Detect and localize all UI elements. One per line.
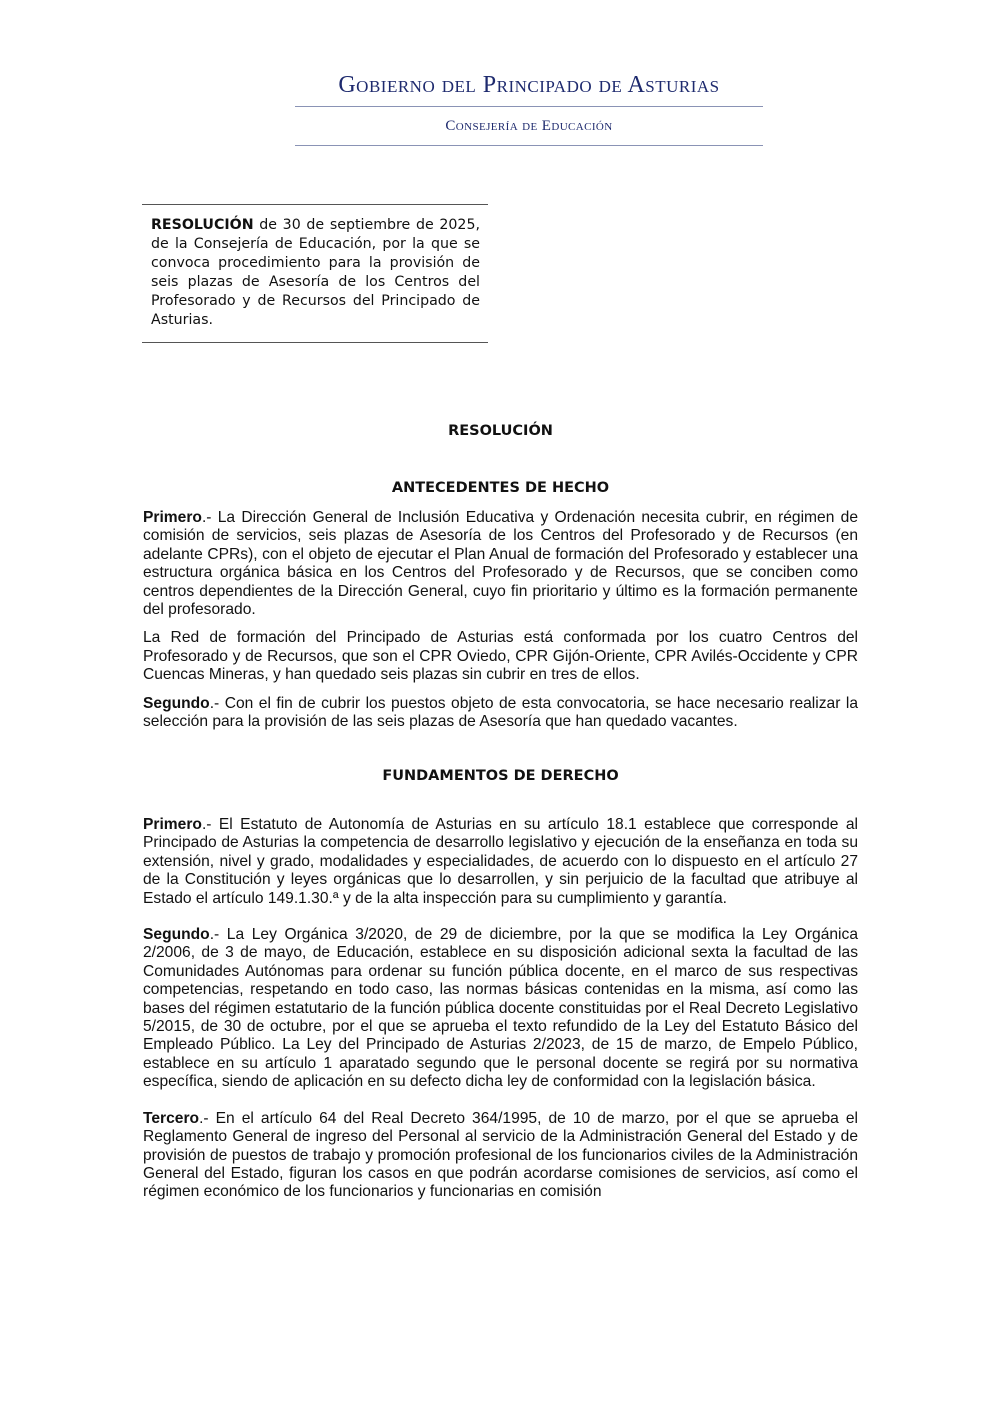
antecedente-primero [143,509,858,619]
paragraph-text: .- En el artículo 64 del Real Decreto 364/1995, de 10 de marzo, por el que se aprueba el Reglamento General de ingreso del Personal al servicio de la Administración General del Estado y de provisión de puestos de trabajo y promoción profesional de los funcionarios civiles de la Administración General del Estado, figuran los casos en que podrán acordarse comisiones de servicios, así como el régimen económico de los funcionarios y funcionarias en comisión [143,1109,858,1201]
antecedente-segundo [143,695,858,732]
paragraph-label: Primero [143,509,202,526]
fundamento-primero [143,816,858,908]
paragraph-text: .- El Estatuto de Autonomía de Asturias en su artículo 18.1 establece que corresponde al Principado de Asturias la competencia de desarrollo legislativo y ejecución de la enseñanza en toda su extensión, nivel y grado, modalidades y especialidades, de acuerdo con lo dispuesto en el artículo 27 de la Constitución y leyes orgánicas que lo desarrollen, y sin perjuicio de la facultad que atribuye al Estado el artículo 149.1.30.ª y de la alta inspección para su cumplimiento y garantía. [143,816,858,907]
antecedente-red: La Red de formación del Principado de Asturias está conformada por los cuatro Centros del Profesorado y de Recursos, que son el CPR Oviedo, CPR Gijón-Oriente, CPR Avilés-Occidente y CPR Cuencas Mineras, y han quedado seis plazas sin cubrir en tres de ellos. [143,629,858,684]
paragraph-label: Segundo [143,926,210,944]
summary-text: de 30 de septiembre de 2025, de la Consejería de Educación, por la que se convoca procedimiento para la provisión de seis plazas de Asesoría de los Centros del Profesorado y de Recursos del Principado de Asturias. [151,217,480,328]
paragraph-label: Segundo [143,694,210,712]
antecedentes-section [143,509,858,731]
heading-antecedentes: ANTECEDENTES DE HECHO [391,480,610,496]
government-title: Gobierno del Principado de Asturias [338,72,720,98]
heading-resolucion: RESOLUCIÓN [448,423,553,439]
department-name: Consejería de Educación [445,118,613,134]
paragraph-text: .- Con el fin de cubrir los puestos objeto de esta convocatoria, se hace necesario realizar la selección para la provisión de las seis plazas de Asesoría que han quedado vacantes. [143,694,858,731]
fundamento-tercero [143,1110,858,1202]
letterhead-divider [295,106,763,107]
letterhead [295,68,763,146]
heading-fundamentos: FUNDAMENTOS DE DERECHO [382,768,619,784]
resolution-summary [151,216,480,330]
paragraph-label: Primero [143,816,202,833]
fundamentos-section [143,816,858,1202]
resolution-summary-box [142,204,488,343]
paragraph-label: Tercero [143,1109,200,1127]
fundamento-segundo [143,926,858,1092]
paragraph-text: .- La Ley Orgánica 3/2020, de 29 de diciembre, por la que se modifica la Ley Orgánica 2/2006, de 3 de mayo, de Educación, establece en su disposición adicional sexta la facultad de las Comunidades Autónomas para ordenar su función pública docente, en el marco de sus respectivas competencias, respetando en todo caso, las normas básicas contenidas en la misma, así como las bases del régimen estatutario de la función pública docente constituidas por el Real Decreto Legislativo 5/2015, de 30 de octubre, por el que se aprueba el texto refundido de la Ley del Estatuto Básico del Empleado Público. La Ley del Principado de Asturias 2/2023, de 15 de marzo, de Empelo Público, establece en su artículo 1 aparatado segundo que le personal docente se regirá por su normativa específica, siendo de aplicación en su defecto dicha ley de conformidad con la legislación básica. [143,926,858,1091]
summary-lead: RESOLUCIÓN [151,217,254,233]
letterhead-divider-bottom [295,145,763,146]
paragraph-text: .- La Dirección General de Inclusión Educativa y Ordenación necesita cubrir, en régimen de comisión de servicios, seis plazas de Asesoría de los Centros del Profesorado y de Recursos (en adelante CPRs), con el objeto de ejecutar el Plan Anual de formación del Profesorado y establecer una estructura orgánica básica en los Centros del Profesorado y de Recursos, que se conciben como centros dependientes de la Dirección General, cuyo fin prioritario y último es la formación permanente del profesorado. [143,509,858,619]
